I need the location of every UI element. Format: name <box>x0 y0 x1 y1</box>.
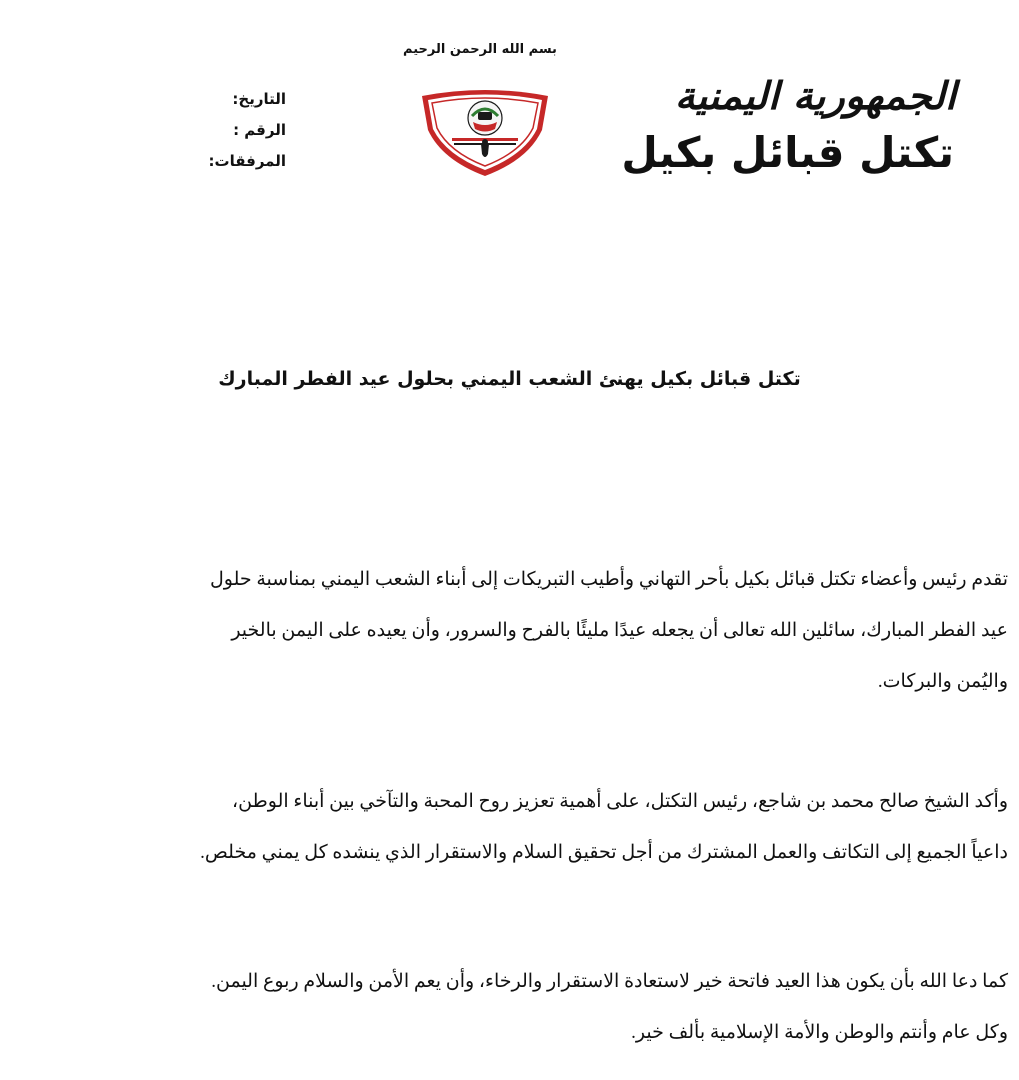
organization-name: تكتل قبائل بكيل <box>621 128 954 177</box>
date-label: التاريخ: <box>232 90 286 108</box>
paragraph-line: وكل عام وأنتم والوطن والأمة الإسلامية بألف خير. <box>631 1022 1008 1043</box>
bismillah-heading: بسم الله الرحمن الرحيم <box>403 42 557 57</box>
country-name: الجمهورية اليمنية <box>674 74 956 119</box>
paragraph-line: واليُمن والبركات. <box>877 671 1008 692</box>
paragraph-line: تقدم رئيس وأعضاء تكتل قبائل بكيل بأحر التهاني وأطيب التبريكات إلى أبناء الشعب اليمني بمناسبة حلول <box>209 569 1008 590</box>
document-headline: تكتل قبائل بكيل يهنئ الشعب اليمني بحلول عيد الفطر المبارك <box>218 368 801 390</box>
paragraph-closing-prayer <box>16 956 1008 1058</box>
tribal-alliance-shield-emblem-icon <box>418 82 552 178</box>
paragraph-line: داعياً الجميع إلى التكاتف والعمل المشترك من أجل تحقيق السلام والاستقرار الذي ينشده كل يمني مخلص. <box>200 842 1008 863</box>
paragraph-line: وأكد الشيخ صالح محمد بن شاجع، رئيس التكتل، على أهمية تعزيز روح المحبة والتآخي بين أبناء الوطن، <box>232 791 1008 812</box>
paragraph-sheikh-statement <box>16 776 1008 878</box>
paragraph-line: عيد الفطر المبارك، سائلين الله تعالى أن يجعله عيدًا مليئًا بالفرح والسرور، وأن يعيده على اليمن بالخير <box>231 620 1008 641</box>
paragraph-line: كما دعا الله بأن يكون هذا العيد فاتحة خير لاستعادة الاستقرار والرخاء، وأن يعم الأمن والسلام ربوع اليمن. <box>211 971 1008 992</box>
document-meta-fields <box>170 84 286 177</box>
paragraph-congratulations <box>16 554 1008 707</box>
organization-letterhead <box>621 70 968 180</box>
number-label: الرقم : <box>233 121 286 139</box>
attachments-label: المرفقات: <box>208 152 286 170</box>
